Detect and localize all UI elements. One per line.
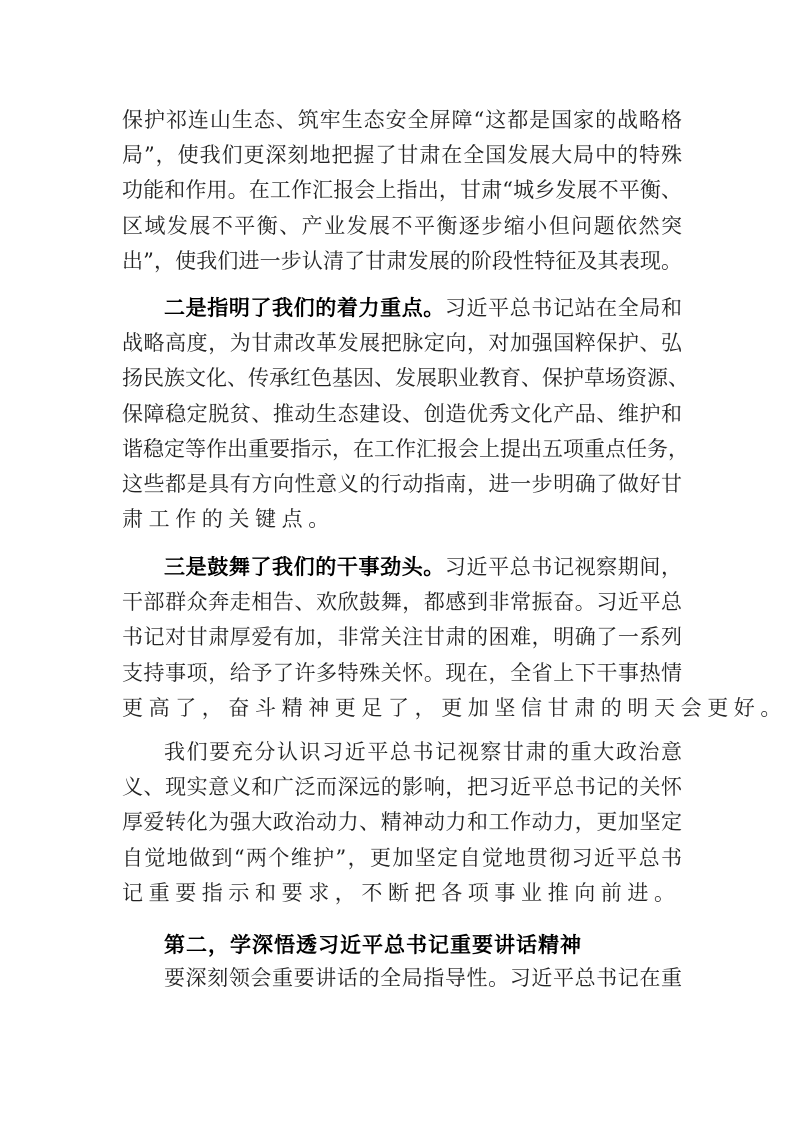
text-line [122,845,682,871]
text-line [122,107,682,133]
line-text: 功能和作用。在工作汇报会上指出，甘肃“城乡发展不平衡、 [122,178,682,203]
line-text: 干部群众奔走相告、欢欣鼓舞，都感到非常振奋。习近平总 [122,590,682,615]
text-line [122,330,682,356]
line-text: 义、现实意义和广泛而深远的影响，把习近平总书记的关怀 [122,775,682,800]
line-text: 保障稳定脱贫、推动生态建设、创造优秀文化产品、维护和 [122,401,682,426]
section-heading: 第二，学深悟透习近平总书记重要讲话精神 [164,933,582,957]
text-line [122,177,682,203]
text-line [164,739,682,765]
text-line [122,774,682,800]
line-text: 习近平总书记视察期间， [444,555,683,579]
paragraph-lead: 二是指明了我们的着力重点。 [164,295,445,320]
paragraph-lead: 三是鼓舞了我们的干事劲头。 [164,554,445,579]
line-text: 记重要指示和要求，不断把各项事业推向前进。 [122,880,681,905]
text-line [122,471,682,497]
text-line [122,401,682,427]
line-text: 这些都是具有方向性意义的行动指南，进一步明确了做好甘 [122,472,682,496]
text-line [122,660,682,686]
line-text: 书记对甘肃厚爱有加，非常关注甘肃的困难，明确了一系列 [122,625,682,650]
line-text: 区域发展不平衡、产业发展不平衡逐步缩小但问题依然突 [122,213,682,238]
line-text: 局”，使我们更深刻地把握了甘肃在全国发展大局中的特殊 [122,143,682,168]
text-line [122,695,787,721]
text-line [122,142,682,168]
text-line [122,589,682,615]
text-line [122,213,682,239]
text-line [164,295,682,321]
text-line [122,809,682,835]
text-line [164,554,682,580]
line-text: 肃工作的关键点。 [122,507,335,532]
line-text: 支持事项，给予了许多特殊关怀。现在，全省上下干事热情 [122,660,682,685]
line-text: 保护祁连山生态、筑牢生态安全屏障“这都是国家的战略格 [122,108,682,132]
line-text: 战略高度，为甘肃改革发展把脉定向，对加强国粹保护、弘 [122,331,682,356]
line-text: 我们要充分认识习近平总书记视察甘肃的重大政治意 [164,740,682,764]
text-line [122,248,682,274]
text-line [122,880,682,906]
text-line [122,365,689,391]
line-text: 更高了，奋斗精神更足了，更加坚信甘肃的明天会更好。 [122,695,787,720]
line-text: 出”，使我们进一步认清了甘肃发展的阶段性特征及其表现。 [122,248,682,273]
line-text: 习近平总书记站在全局和 [444,296,683,320]
text-line: 要深刻领会重要讲话的全局指导性。习近平总书记在重 [164,966,682,990]
text-line [122,506,682,532]
text-line [122,436,689,462]
line-text: 自觉地做到“两个维护”，更加坚定自觉地贯彻习近平总书 [122,845,682,870]
line-text: 厚爱转化为强大政治动力、精神动力和工作动力，更加坚定 [122,810,682,835]
text-line [122,624,682,650]
line-text: 扬民族文化、传承红色基因、发展职业教育、保护草场资源、 [122,366,689,391]
line-text: 谐稳定等作出重要指示，在工作汇报会上提出五项重点任务， [122,436,689,461]
